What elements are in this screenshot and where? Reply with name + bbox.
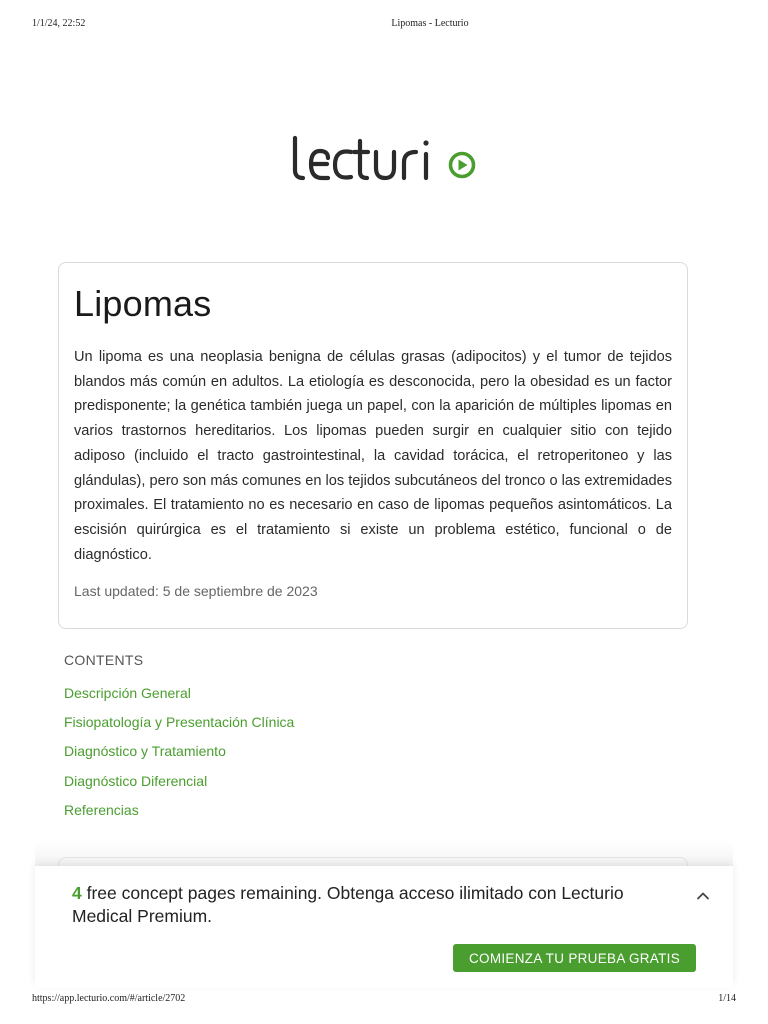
contents-link-diagnostico-diferencial[interactable]: Diagnóstico Diferencial	[64, 772, 208, 789]
article-summary-card	[58, 262, 688, 629]
last-updated: Last updated: 5 de septiembre de 2023	[74, 583, 318, 599]
article-title: Lipomas	[74, 283, 212, 324]
contents-link-diagnostico-tratamiento[interactable]: Diagnóstico y Tratamiento	[64, 743, 226, 760]
contents-link-referencias[interactable]: Referencias	[64, 801, 139, 818]
banner-message	[72, 882, 672, 928]
play-circle-icon	[451, 154, 474, 177]
print-page-title: Lipomas - Lecturio	[391, 18, 469, 29]
print-url: https://app.lecturio.com/#/article/2702	[32, 993, 186, 1004]
print-page-number: 1/14	[718, 993, 736, 1004]
free-pages-count: 4	[72, 883, 82, 903]
contents-list	[64, 685, 294, 831]
print-datetime: 1/1/24, 22:52	[32, 18, 86, 29]
logo-wordmark	[290, 134, 480, 184]
print-footer	[0, 993, 768, 1007]
contents-heading: CONTENTS	[64, 652, 144, 668]
banner-message-text: free concept pages remaining. Obtenga acceso ilimitado con Lecturio Medical Premium.	[72, 883, 624, 926]
print-header	[0, 18, 768, 32]
lecturio-logo[interactable]	[290, 134, 480, 184]
start-free-trial-button[interactable]: COMIENZA TU PRUEBA GRATIS	[453, 944, 696, 972]
contents-link-descripcion-general[interactable]: Descripción General	[64, 685, 191, 701]
premium-upsell-banner	[35, 866, 733, 988]
chevron-up-icon[interactable]	[695, 888, 711, 904]
contents-link-fisiopatologia[interactable]: Fisiopatología y Presentación Clínica	[64, 714, 295, 731]
article-summary: Un lipoma es una neoplasia benigna de células grasas (adipocitos) y el tumor de tejidos blandos más común en adultos. La etiología es desconocida, pero la obesidad es un factor predisponente; la genética también juega un papel, con la aparición de múltiples lipomas en varios trastornos hereditarios. Los lipomas pueden surgir en cualquier sitio con tejido adiposo (incluido el tracto gastrointestinal, la cavidad torácica, el retroperitoneo y las glándulas), pero son más comunes en los tejidos subcutáneos del tronco o las extremidades proximales. El tratamiento no es necesario en caso de lipomas pequeños asintomáticos. La escisión quirúrgica es el tratamiento si existe un problema estético, funcional o de diagnóstico.	[74, 349, 672, 563]
table-of-contents	[64, 652, 294, 831]
